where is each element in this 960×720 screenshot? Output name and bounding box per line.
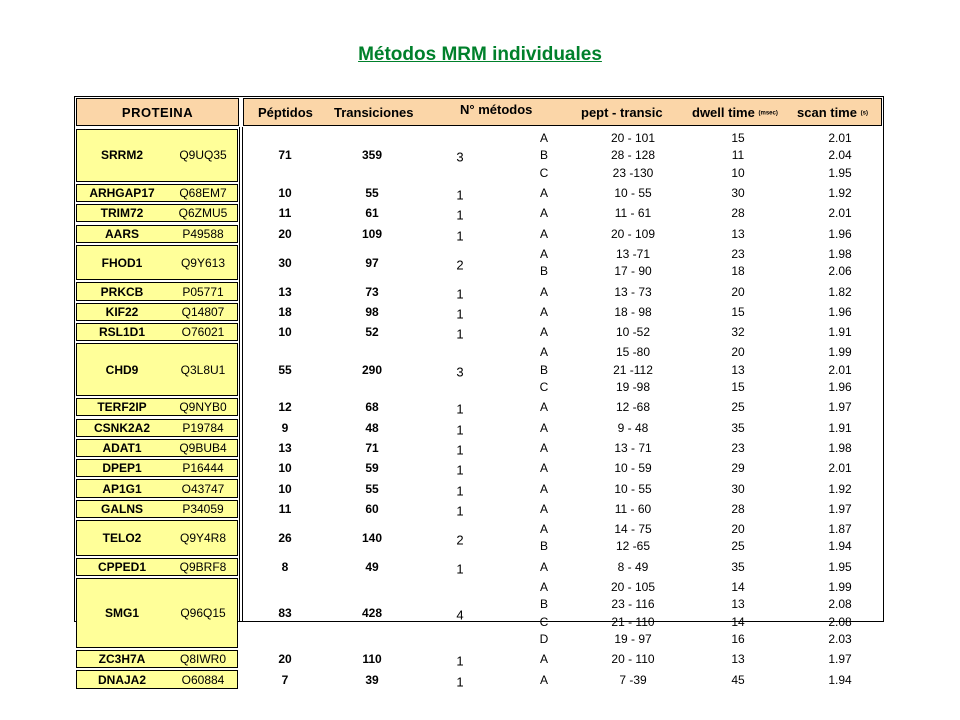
protein-cell — [76, 225, 238, 243]
protein-name: TERF2IP — [97, 400, 147, 415]
transitions-value: 52 — [365, 325, 379, 340]
dwell-time-value: 23 — [731, 246, 745, 261]
transitions-value: 55 — [365, 481, 379, 496]
pept-transic-value: 10 -52 — [615, 325, 651, 340]
dwell-time-value: 13 — [731, 597, 745, 612]
method-letter: B — [539, 539, 548, 554]
peptides-value: 18 — [278, 304, 292, 319]
scan-time-value: 2.01 — [828, 362, 852, 377]
protein-accession: Q9NYB0 — [179, 400, 227, 415]
methods-value: 1 — [456, 187, 464, 203]
scan-time-value: 2.03 — [828, 631, 852, 646]
scan-time-value: 2.08 — [828, 614, 852, 629]
protein-cell — [76, 245, 238, 281]
dwell-time-value: 16 — [731, 631, 745, 646]
pept-transic-value: 12 -68 — [615, 400, 651, 415]
protein-name: GALNS — [101, 501, 143, 516]
protein-cell — [76, 459, 238, 477]
method-letter: A — [539, 304, 548, 319]
scan-time-value: 1.91 — [828, 420, 852, 435]
methods-value: 1 — [456, 422, 464, 438]
protein-accession: Q96Q15 — [180, 605, 226, 620]
pept-transic-value: 13 - 71 — [614, 440, 652, 455]
pept-transic-value: 21 - 110 — [611, 614, 655, 629]
header-transiciones: Transiciones — [334, 105, 414, 120]
methods-value: 3 — [456, 149, 464, 165]
scan-time-value: 2.01 — [828, 131, 852, 146]
dwell-time-value: 45 — [731, 672, 745, 687]
method-letter: A — [539, 400, 548, 415]
pept-transic-value: 18 - 98 — [614, 304, 652, 319]
pept-transic-value: 17 - 90 — [614, 264, 652, 279]
protein-name: ZC3H7A — [98, 652, 146, 667]
method-letter: C — [539, 165, 549, 180]
pept-transic-value: 10 - 55 — [614, 186, 652, 201]
header-scan-unit: (s) — [860, 110, 868, 117]
header-scan-time — [797, 105, 868, 120]
pept-transic-value: 19 -98 — [615, 380, 651, 395]
pept-transic-value: 19 - 97 — [614, 631, 652, 646]
protein-name: DNAJA2 — [97, 672, 146, 687]
method-letter: A — [539, 501, 548, 516]
peptides-value: 30 — [278, 255, 292, 270]
protein-cell — [76, 323, 238, 341]
methods-value: 1 — [456, 674, 464, 690]
header-n-metodos: N° métodos — [460, 102, 533, 117]
pept-transic-value: 23 - 116 — [611, 597, 655, 612]
header-proteina-label: PROTEINA — [121, 104, 194, 120]
protein-accession: Q9UQ35 — [179, 148, 227, 163]
protein-cell — [76, 670, 238, 688]
transitions-value: 48 — [365, 420, 379, 435]
protein-name: DPEP1 — [102, 461, 142, 476]
method-letter: A — [539, 131, 548, 146]
pept-transic-value: 20 - 101 — [610, 131, 656, 146]
header-peptidos: Péptidos — [258, 105, 313, 120]
method-letter: C — [539, 614, 549, 629]
transitions-value: 39 — [365, 672, 379, 687]
transitions-value: 290 — [361, 362, 383, 377]
protein-cell — [76, 650, 238, 668]
protein-name: ARHGAP17 — [89, 186, 155, 201]
peptides-value: 8 — [281, 559, 289, 574]
methods-value: 3 — [456, 364, 464, 380]
protein-cell — [76, 204, 238, 222]
dwell-time-value: 28 — [731, 206, 745, 221]
dwell-time-value: 18 — [731, 264, 745, 279]
dwell-time-value: 30 — [731, 481, 745, 496]
scan-time-value: 1.87 — [828, 522, 852, 537]
protein-cell — [76, 558, 238, 576]
scan-time-value: 1.97 — [828, 652, 852, 667]
scan-time-value: 1.94 — [828, 672, 852, 687]
protein-name: FHOD1 — [101, 255, 143, 270]
dwell-time-value: 32 — [731, 325, 745, 340]
dwell-time-value: 20 — [731, 522, 745, 537]
protein-accession: P16444 — [182, 461, 224, 476]
protein-cell — [76, 303, 238, 321]
pept-transic-value: 23 -130 — [612, 165, 654, 180]
dwell-time-value: 14 — [731, 614, 745, 629]
protein-name: CPPED1 — [97, 559, 147, 574]
dwell-time-value: 30 — [731, 186, 745, 201]
pept-transic-value: 9 - 48 — [617, 420, 649, 435]
peptides-value: 13 — [278, 440, 292, 455]
header-proteina — [76, 98, 239, 126]
method-letter: A — [539, 481, 548, 496]
peptides-value: 11 — [278, 206, 292, 221]
peptides-value: 9 — [281, 420, 289, 435]
peptides-value: 12 — [278, 400, 292, 415]
scan-time-value: 1.91 — [828, 325, 852, 340]
protein-accession: Q9BUB4 — [179, 440, 227, 455]
protein-accession: P34059 — [182, 501, 224, 516]
method-letter: C — [539, 380, 549, 395]
scan-time-value: 1.95 — [828, 559, 852, 574]
dwell-time-value: 28 — [731, 501, 745, 516]
pept-transic-value: 11 - 61 — [614, 206, 652, 221]
method-letter: B — [539, 597, 548, 612]
scan-time-value: 2.08 — [828, 597, 852, 612]
dwell-time-value: 23 — [731, 440, 745, 455]
protein-cell — [76, 184, 238, 202]
protein-accession: Q68EM7 — [179, 186, 227, 201]
dwell-time-value: 10 — [731, 165, 745, 180]
transitions-value: 359 — [361, 148, 383, 163]
protein-name: CHD9 — [105, 362, 139, 377]
peptides-value: 11 — [278, 501, 292, 516]
methods-value: 1 — [456, 653, 464, 669]
protein-cell — [76, 578, 238, 648]
methods-value: 1 — [456, 462, 464, 478]
method-letter: B — [539, 148, 548, 163]
methods-value: 1 — [456, 483, 464, 499]
protein-name: KIF22 — [105, 304, 139, 319]
dwell-time-value: 35 — [731, 420, 745, 435]
dwell-time-value: 14 — [731, 580, 745, 595]
scan-time-value: 2.01 — [828, 206, 852, 221]
page-title — [0, 44, 960, 66]
peptides-value: 10 — [278, 461, 292, 476]
transitions-value: 68 — [365, 400, 379, 415]
protein-name: ADAT1 — [102, 440, 142, 455]
method-letter: A — [539, 580, 548, 595]
header-scan-label: scan time — [797, 105, 857, 120]
method-letter: A — [539, 652, 548, 667]
protein-cell — [76, 282, 238, 300]
methods-value: 1 — [456, 442, 464, 458]
scan-time-value: 1.96 — [828, 226, 852, 241]
dwell-time-value: 25 — [731, 400, 745, 415]
peptides-value: 26 — [278, 530, 292, 545]
peptides-value: 13 — [278, 284, 292, 299]
dwell-time-value: 25 — [731, 539, 745, 554]
method-letter: A — [539, 522, 548, 537]
peptides-value: 20 — [278, 226, 292, 241]
scan-time-value: 1.96 — [828, 304, 852, 319]
protein-cell — [76, 343, 238, 396]
protein-cell — [76, 479, 238, 497]
protein-name: SRRM2 — [100, 148, 143, 163]
methods-value: 1 — [456, 401, 464, 417]
methods-value: 1 — [456, 326, 464, 342]
protein-name: CSNK2A2 — [93, 420, 150, 435]
peptides-value: 20 — [278, 652, 292, 667]
protein-name: TRIM72 — [100, 206, 144, 221]
pept-transic-value: 13 -71 — [615, 246, 651, 261]
dwell-time-value: 13 — [731, 652, 745, 667]
scan-time-value: 1.94 — [828, 539, 852, 554]
transitions-value: 61 — [365, 206, 379, 221]
scan-time-value: 2.04 — [828, 148, 852, 163]
scan-time-value: 1.99 — [828, 345, 852, 360]
pept-transic-value: 8 - 49 — [617, 559, 649, 574]
transitions-value: 60 — [365, 501, 379, 516]
method-letter: A — [539, 440, 548, 455]
transitions-value: 73 — [365, 284, 379, 299]
scan-time-value: 2.01 — [828, 461, 852, 476]
peptides-value: 55 — [278, 362, 292, 377]
transitions-value: 428 — [361, 606, 383, 620]
header-dwell-unit: (msec) — [758, 110, 778, 117]
method-letter: A — [539, 672, 548, 687]
scan-time-value: 1.98 — [828, 440, 852, 455]
protein-accession: O60884 — [181, 672, 225, 687]
scan-time-value: 1.92 — [828, 186, 852, 201]
dwell-time-value: 13 — [731, 226, 745, 241]
protein-accession: Q9BRF8 — [179, 559, 227, 574]
scan-time-value: 1.99 — [828, 580, 852, 595]
scan-time-value: 1.95 — [828, 165, 852, 180]
dwell-time-value: 20 — [731, 345, 745, 360]
methods-value: 1 — [456, 228, 464, 244]
peptides-value: 7 — [281, 672, 289, 687]
dwell-time-value: 15 — [731, 131, 745, 146]
transitions-value: 110 — [362, 652, 382, 667]
method-letter: A — [539, 284, 548, 299]
protein-accession: Q3L8U1 — [180, 362, 226, 377]
scan-time-value: 1.97 — [828, 400, 852, 415]
pept-transic-value: 15 -80 — [615, 345, 651, 360]
scan-time-value: 2.06 — [828, 264, 852, 279]
pept-transic-value: 14 - 75 — [614, 522, 652, 537]
pept-transic-value: 20 - 105 — [610, 580, 656, 595]
peptides-value: 71 — [278, 148, 292, 163]
protein-accession: P49588 — [182, 226, 224, 241]
method-letter: B — [539, 264, 548, 279]
peptides-value: 10 — [278, 325, 292, 340]
header-pept-transic: pept - transic — [581, 105, 663, 120]
methods-value: 2 — [456, 257, 464, 273]
protein-accession: Q6ZMU5 — [178, 206, 228, 221]
protein-accession: P19784 — [182, 420, 224, 435]
method-letter: A — [539, 186, 548, 201]
protein-accession: Q9Y613 — [180, 255, 226, 270]
transitions-value: 140 — [361, 530, 383, 545]
dwell-time-value: 20 — [731, 284, 745, 299]
method-letter: A — [539, 461, 548, 476]
header-dwell-label: dwell time — [692, 105, 755, 120]
transitions-value: 98 — [365, 304, 379, 319]
peptides-value: 10 — [278, 481, 292, 496]
protein-cell — [76, 500, 238, 518]
protein-cell — [76, 439, 238, 457]
header-dwell-time — [692, 105, 778, 120]
methods-value: 1 — [456, 561, 464, 577]
protein-name: SMG1 — [104, 605, 139, 620]
transitions-value: 97 — [365, 255, 379, 270]
scan-time-value: 1.96 — [828, 380, 852, 395]
protein-accession: O43747 — [181, 481, 225, 496]
protein-name: RSL1D1 — [98, 325, 145, 340]
scan-time-value: 1.92 — [828, 481, 852, 496]
transitions-value: 59 — [365, 461, 379, 476]
pept-transic-value: 12 -65 — [615, 539, 651, 554]
method-letter: A — [539, 206, 548, 221]
dwell-time-value: 15 — [731, 304, 745, 319]
pept-transic-value: 28 - 128 — [610, 148, 656, 163]
protein-cell — [76, 129, 238, 182]
scan-time-value: 1.82 — [828, 284, 852, 299]
method-letter: A — [539, 345, 548, 360]
dwell-time-value: 29 — [731, 461, 745, 476]
protein-accession: O76021 — [181, 325, 225, 340]
protein-name: PRKCB — [100, 284, 144, 299]
protein-cell — [76, 419, 238, 437]
data-column — [242, 127, 883, 622]
dwell-time-value: 15 — [731, 380, 745, 395]
pept-transic-value: 20 - 110 — [611, 652, 655, 667]
pept-transic-value: 7 -39 — [619, 672, 647, 687]
pept-transic-value: 10 - 55 — [614, 481, 652, 496]
protein-name: AARS — [104, 226, 139, 241]
method-letter: A — [539, 226, 548, 241]
dwell-time-value: 35 — [731, 559, 745, 574]
methods-value: 1 — [456, 286, 464, 302]
method-letter: A — [539, 559, 548, 574]
transitions-value: 109 — [361, 226, 383, 241]
pept-transic-value: 10 - 59 — [614, 461, 652, 476]
method-letter: B — [539, 362, 548, 377]
peptides-value: 10 — [278, 186, 292, 201]
protein-accession: Q9Y4R8 — [179, 530, 227, 545]
peptides-value: 83 — [278, 606, 292, 620]
pept-transic-value: 11 - 60 — [614, 501, 652, 516]
protein-cell — [76, 398, 238, 416]
method-letter: A — [539, 246, 548, 261]
methods-value: 2 — [456, 532, 464, 548]
methods-value: 1 — [456, 306, 464, 322]
protein-name: TELO2 — [102, 530, 142, 545]
methods-value: 1 — [456, 503, 464, 519]
protein-accession: Q8IWR0 — [179, 652, 226, 667]
method-letter: A — [539, 325, 548, 340]
protein-accession: P05771 — [182, 284, 224, 299]
methods-value: 1 — [456, 207, 464, 223]
protein-name: AP1G1 — [102, 481, 142, 496]
protein-accession: Q14807 — [181, 304, 225, 319]
dwell-time-value: 11 — [731, 148, 745, 163]
transitions-value: 49 — [365, 559, 379, 574]
method-letter: A — [539, 420, 548, 435]
pept-transic-value: 21 -112 — [613, 362, 653, 377]
method-letter: D — [539, 631, 549, 646]
transitions-value: 55 — [365, 186, 379, 201]
methods-value: 4 — [456, 607, 464, 623]
pept-transic-value: 20 - 109 — [610, 226, 656, 241]
scan-time-value: 1.98 — [828, 246, 852, 261]
transitions-value: 71 — [365, 440, 379, 455]
header-row — [243, 98, 882, 126]
pept-transic-value: 13 - 73 — [614, 284, 652, 299]
title-text: Métodos MRM individuales — [358, 44, 602, 65]
scan-time-value: 1.97 — [828, 501, 852, 516]
protein-cell — [76, 520, 238, 556]
dwell-time-value: 13 — [731, 362, 745, 377]
